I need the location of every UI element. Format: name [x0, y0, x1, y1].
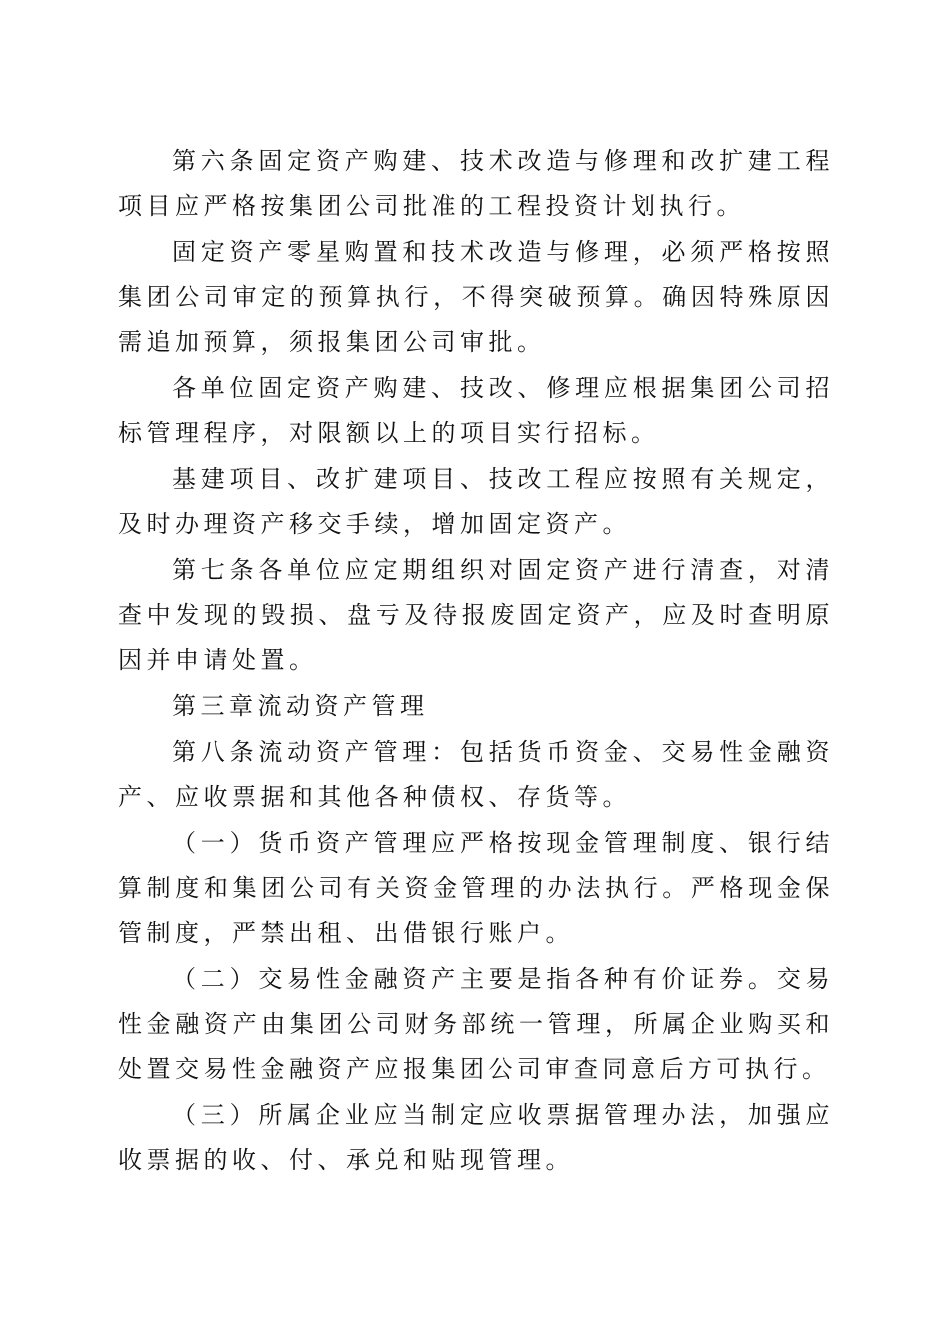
- paragraph-small-purchase-budget: 固定资产零星购置和技术改造与修理，必须严格按照集团公司审定的预算执行，不得突破预算。确因特殊原因需追加预算，须报集团公司审批。: [118, 238, 834, 356]
- paragraph-article-8: 第八条流动资产管理：包括货币资金、交易性金融资产、应收票据和其他各种债权、存货等。: [118, 738, 834, 811]
- chapter-heading: 第三章流动资产管理: [172, 692, 429, 720]
- paragraph-article-6: 第六条固定资产购建、技术改造与修理和改扩建工程项目应严格按集团公司批准的工程投资计划执行。: [118, 147, 834, 220]
- paragraph-item-2: （二）交易性金融资产主要是指各种有价证券。交易性金融资产由集团公司财务部统一管理，所属企业购买和处置交易性金融资产应报集团公司审查同意后方可执行。: [118, 965, 834, 1083]
- paragraph-article-7: 第七条各单位应定期组织对固定资产进行清查，对清查中发现的毁损、盘亏及待报废固定资产，应及时查明原因并申请处置。: [118, 556, 834, 674]
- document-body: [118, 139, 834, 1183]
- paragraph-asset-transfer: 基建项目、改扩建项目、技改工程应按照有关规定，及时办理资产移交手续，增加固定资产。: [118, 465, 834, 538]
- paragraph-bidding: 各单位固定资产购建、技改、修理应根据集团公司招标管理程序，对限额以上的项目实行招标。: [118, 374, 834, 447]
- paragraph-item-1: （一）货币资产管理应严格按现金管理制度、银行结算制度和集团公司有关资金管理的办法执行。严格现金保管制度，严禁出租、出借银行账户。: [118, 829, 834, 947]
- paragraph-item-3: （三）所属企业应当制定应收票据管理办法，加强应收票据的收、付、承兑和贴现管理。: [118, 1101, 834, 1174]
